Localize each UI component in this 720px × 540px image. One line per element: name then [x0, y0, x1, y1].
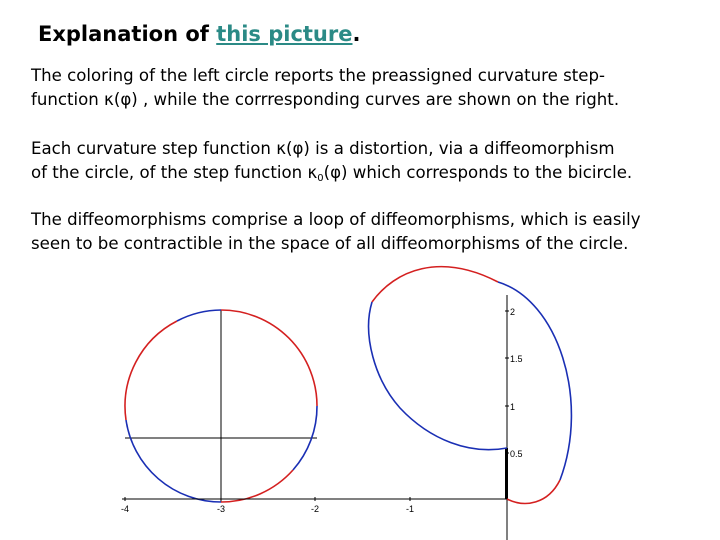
- paragraph-3-line-2: seen to be contractible in the space of all diffeomorphisms of the circle.: [31, 234, 629, 253]
- y-tick-label: 0.5: [510, 449, 523, 459]
- curve-blue-right: [498, 282, 571, 480]
- title-link[interactable]: this picture: [216, 22, 353, 46]
- paragraph-2-line-2a: of the circle, of the step function κ: [31, 163, 318, 182]
- x-tick-label: -3: [216, 504, 226, 514]
- circle-arc-red-top-right: [221, 310, 317, 406]
- paragraph-2-line-2b: (φ) which corresponds to the bicircle.: [323, 163, 633, 182]
- title-suffix: .: [352, 22, 361, 46]
- y-tick-label: 1.5: [510, 354, 523, 364]
- curve-red-top: [372, 267, 498, 302]
- kappa-subscript: 0: [317, 173, 324, 184]
- circle-arc-red-bottom-right: [221, 470, 293, 502]
- curve-red-bottom: [507, 480, 560, 503]
- y-tick-label: 2: [510, 307, 516, 317]
- circle-arc-blue-bottom-left: [126, 420, 221, 502]
- paragraph-1-line-1: The coloring of the left circle reports the preassigned curvature step-: [31, 66, 606, 85]
- circle-arc-red-left: [125, 321, 177, 420]
- paragraph-1-line-2: function κ(φ) , while the corrresponding curves are shown on the right.: [31, 90, 620, 109]
- y-tick-label: 1: [510, 402, 516, 412]
- x-tick-label: -1: [405, 504, 415, 514]
- circle-arc-blue-top-left: [177, 310, 221, 321]
- x-tick-label: -2: [310, 504, 320, 514]
- paragraph-3-line-1: The diffeomorphisms comprise a loop of diffeomorphisms, which is easily: [31, 210, 641, 229]
- paragraph-2-line-1: Each curvature step function κ(φ) is a distortion, via a diffeomorphism: [31, 139, 615, 158]
- title-prefix: Explanation of: [38, 22, 217, 46]
- curve-blue-left: [369, 302, 507, 450]
- x-tick-label: -4: [120, 504, 130, 514]
